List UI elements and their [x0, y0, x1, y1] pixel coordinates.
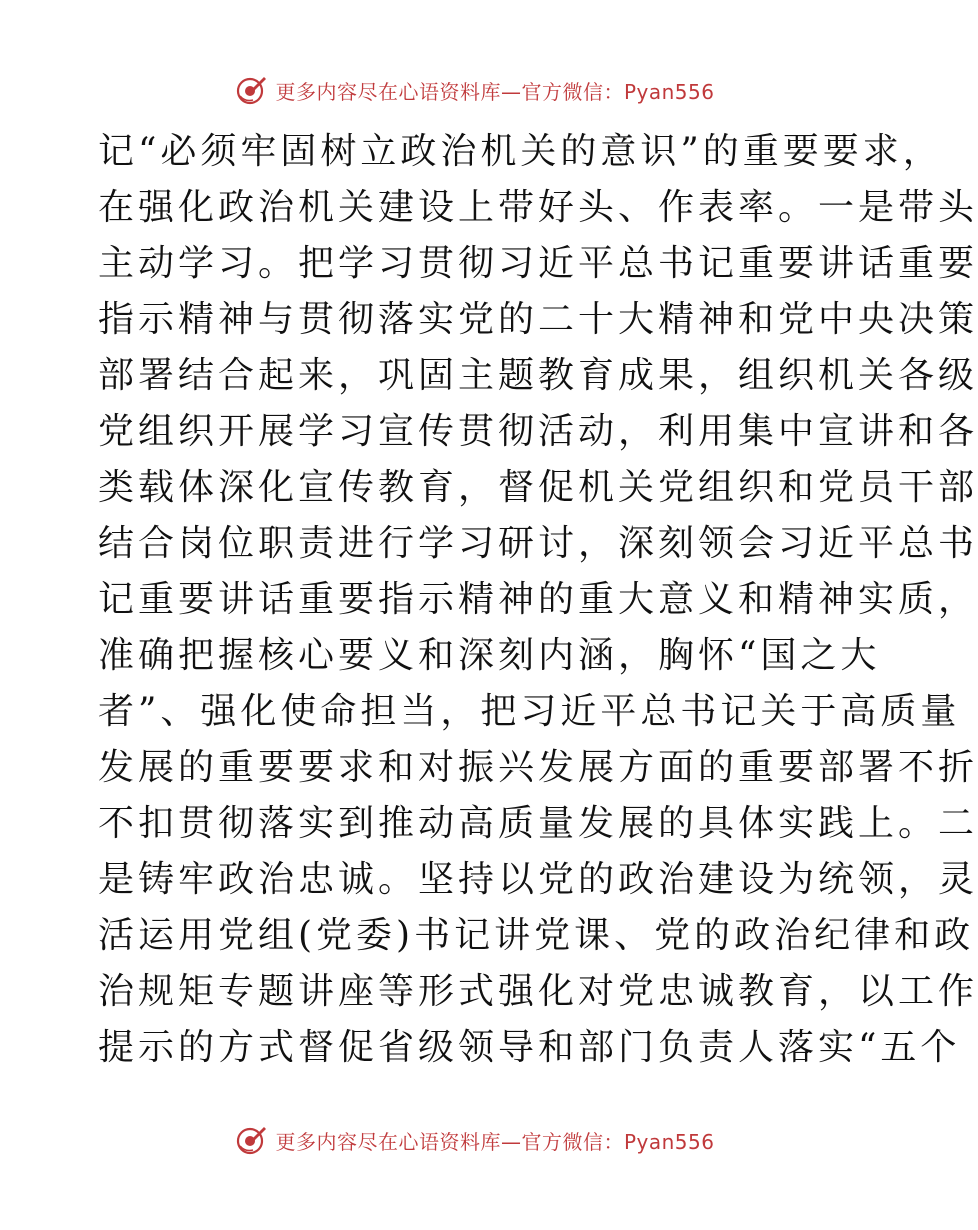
- text-line: 部署结合起来，巩固主题教育成果，组织机关各级: [98, 355, 978, 396]
- text-line: 结合岗位职责进行学习研讨，深刻领会习近平总书: [98, 523, 978, 564]
- text-line: 者”、强化使命担当，把习近平总书记关于高质量: [98, 691, 961, 732]
- brand-logo-icon: [235, 1124, 267, 1156]
- text-line: 主动学习。把学习贯彻习近平总书记重要讲话重要: [98, 243, 978, 284]
- text-line: 不扣贯彻落实到推动高质量发展的具体实践上。二: [98, 803, 978, 844]
- text-line: 类载体深化宣传教育，督促机关党组织和党员干部: [98, 467, 978, 508]
- text-line: 指示精神与贯彻落实党的二十大精神和党中央决策: [98, 299, 978, 340]
- text-line: 记重要讲话重要指示精神的重大意义和精神实质，: [98, 579, 978, 620]
- brand-logo-icon: [235, 74, 267, 106]
- footer-watermark-banner: [0, 1120, 950, 1160]
- header-watermark-text: 更多内容尽在心语资料库—官方微信：Pyan556: [275, 79, 715, 104]
- text-line: 在强化政治机关建设上带好头、作表率。一是带头: [98, 187, 978, 228]
- text-line: 活运用党组(党委)书记讲党课、党的政治纪律和政: [98, 915, 975, 956]
- text-line: 提示的方式督促省级领导和部门负责人落实“五个: [98, 1027, 961, 1068]
- text-line: 是铸牢政治忠诚。坚持以党的政治建设为统领，灵: [98, 859, 978, 900]
- text-line: 记“必须牢固树立政治机关的意识”的重要要求，: [98, 131, 943, 172]
- text-line: 党组织开展学习宣传贯彻活动，利用集中宣讲和各: [98, 411, 978, 452]
- text-line: 发展的重要要求和对振兴发展方面的重要部署不折: [98, 747, 978, 788]
- footer-watermark-text: 更多内容尽在心语资料库—官方微信：Pyan556: [275, 1129, 715, 1154]
- document-body: [98, 124, 978, 1076]
- header-watermark-banner: [0, 70, 950, 110]
- text-line: 治规矩专题讲座等形式强化对党忠诚教育，以工作: [98, 971, 978, 1012]
- text-line: 准确把握核心要义和深刻内涵，胸怀“国之大: [98, 635, 881, 676]
